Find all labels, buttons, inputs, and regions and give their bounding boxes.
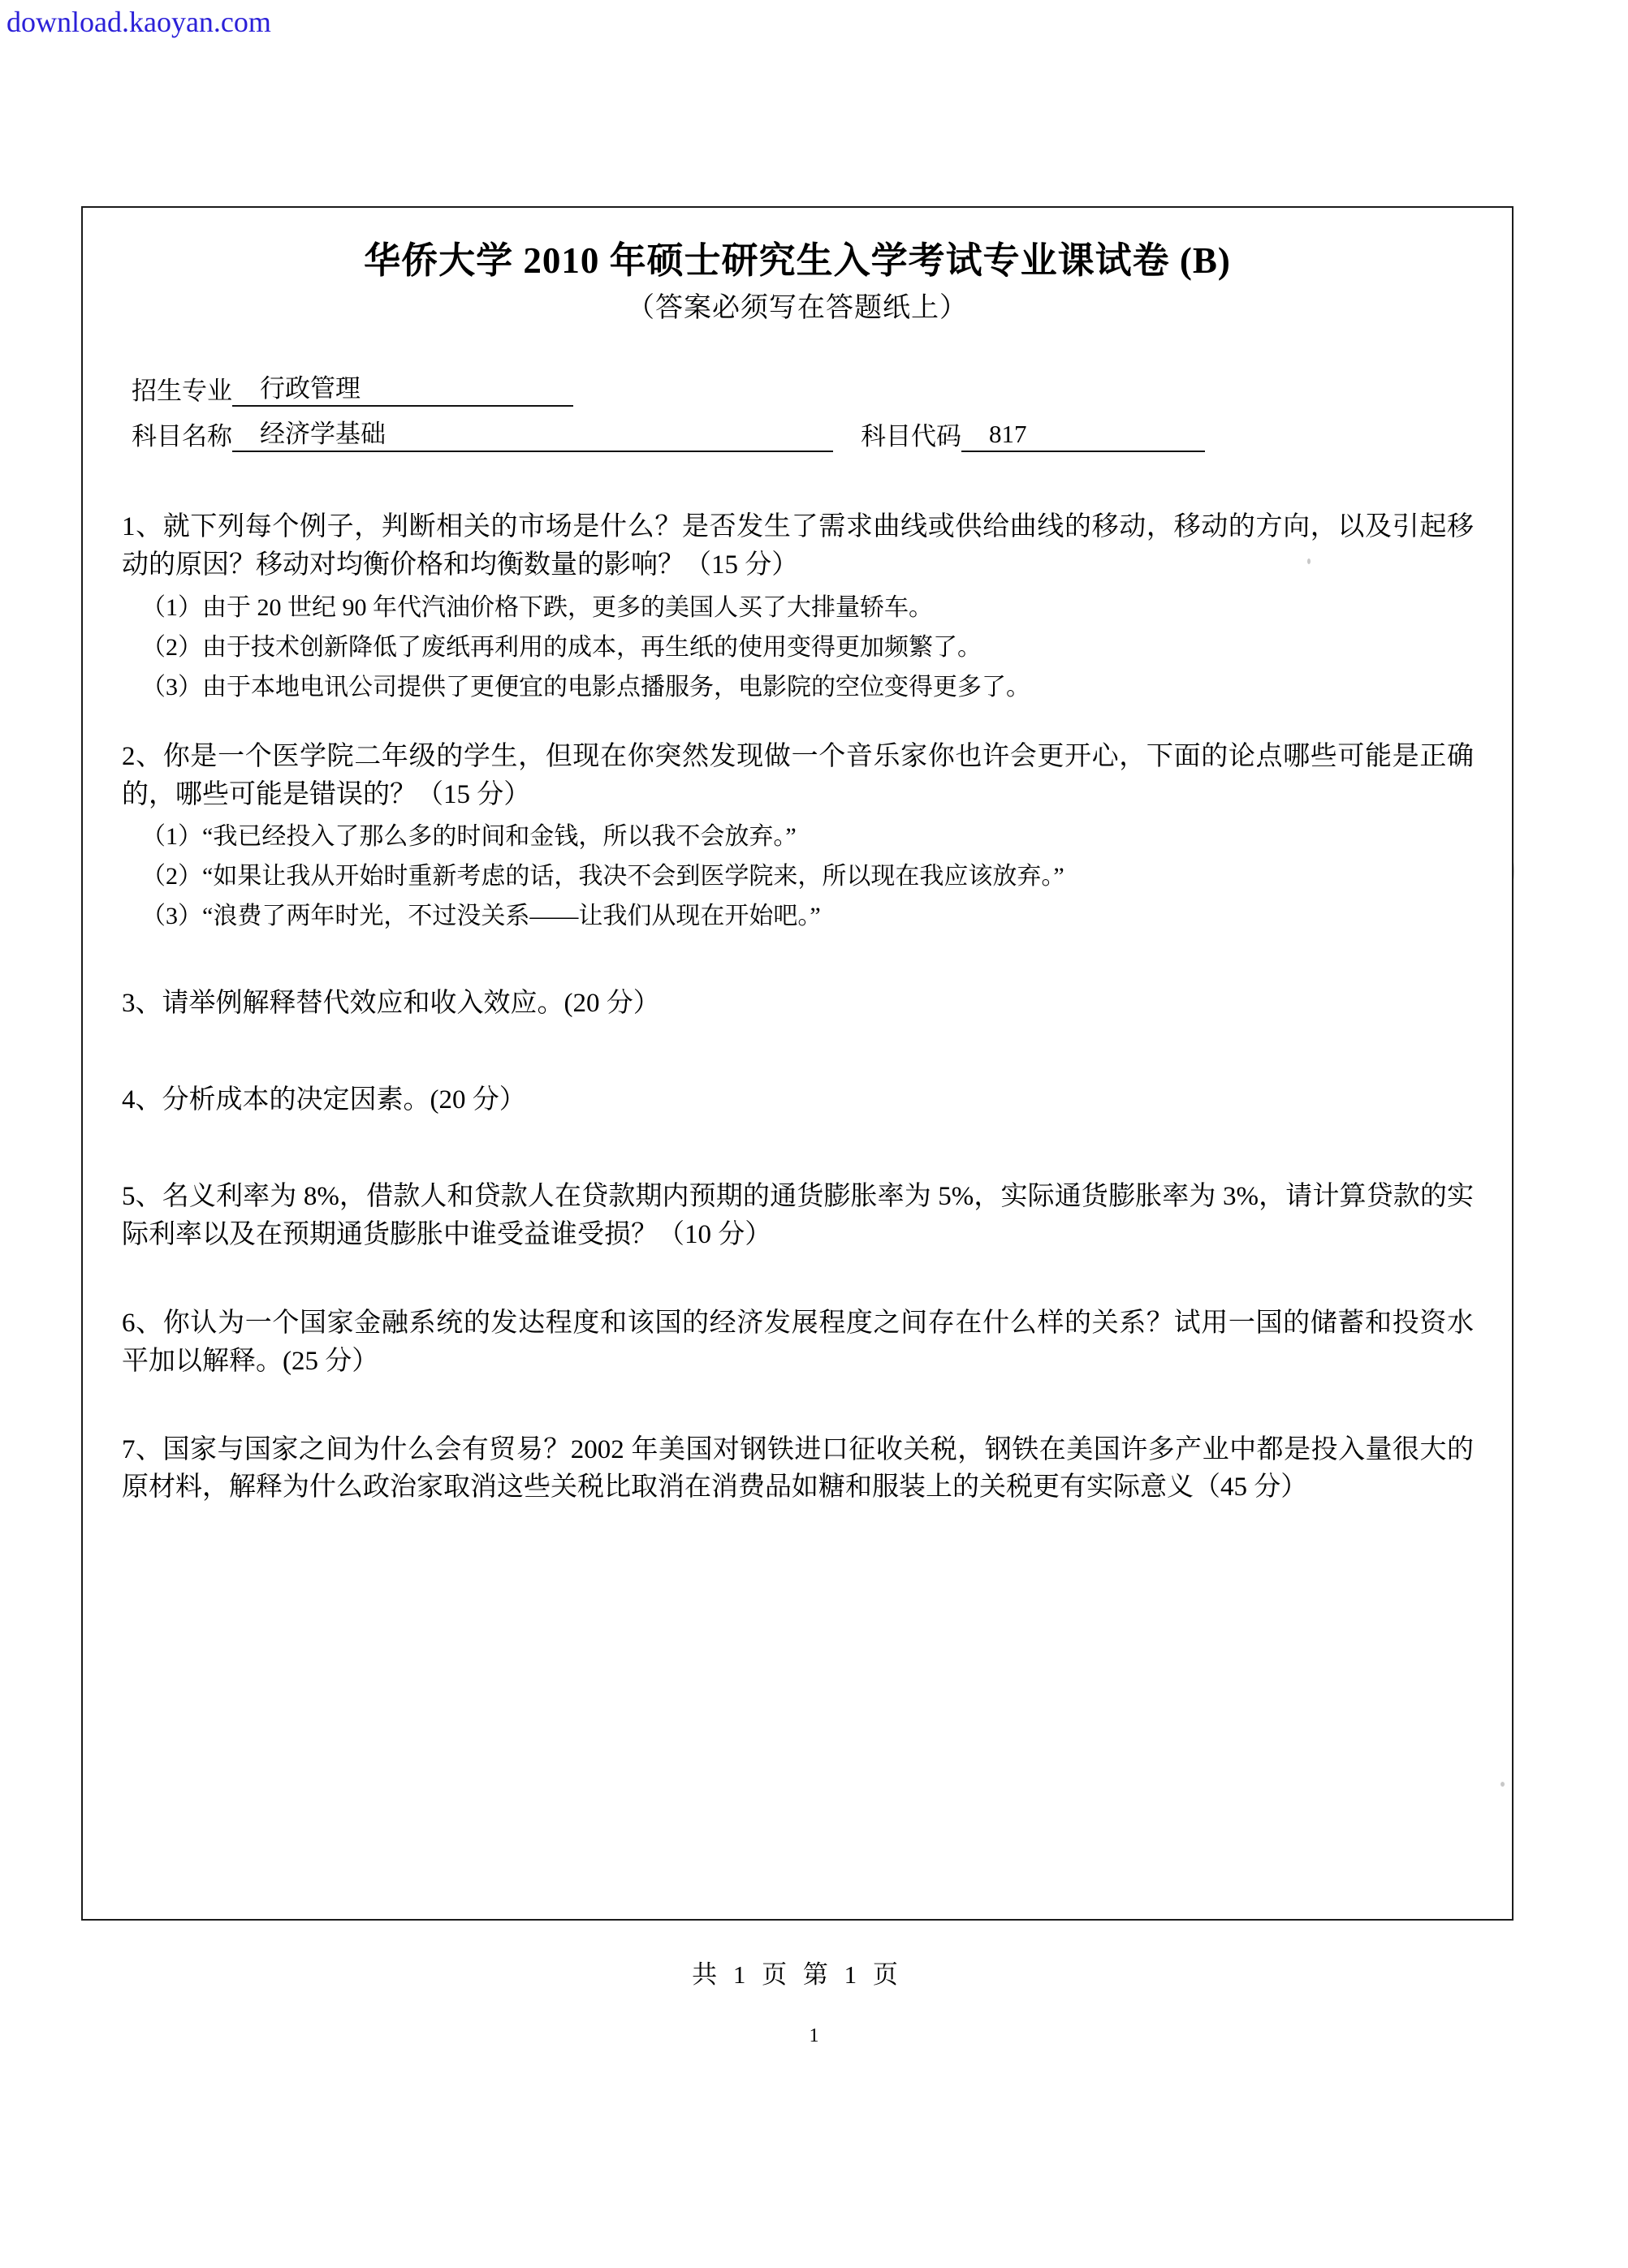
- question-list: [122, 508, 1474, 1539]
- form-row-major: [132, 370, 1471, 416]
- major-value-field[interactable]: 行政管理: [232, 371, 573, 407]
- question-item-4: [122, 1081, 1474, 1119]
- question-text: 3、请举例解释替代效应和收入效应。(20 分）: [122, 989, 660, 1019]
- question-subitems: [122, 589, 1474, 705]
- question-text: 1、就下列每个例子，判断相关的市场是什么？是否发生了需求曲线或供给曲线的移动，移动的方向，以及引起移动的原因？移动对均衡价格和均衡数量的影响？（15 分）: [122, 512, 1474, 580]
- question-subitem: （1）“我已经投入了那么多的时间和金钱，所以我不会放弃。”: [141, 823, 797, 851]
- question-item-2: [122, 738, 1474, 935]
- form-row-subject: [132, 416, 1471, 461]
- question-subitem: （3）“浪费了两年时光，不过没关系——让我们从现在开始吧。”: [141, 903, 821, 930]
- question-subitem: （3）由于本地电讯公司提供了更便宜的电影点播服务，电影院的空位变得更多了。: [141, 673, 1030, 701]
- major-label: 招生专业: [132, 377, 232, 405]
- question-item-5: [122, 1178, 1474, 1254]
- question-subitem: （2）由于技术创新降低了废纸再利用的成本，再生纸的使用变得更加频繁了。: [141, 633, 982, 661]
- subject-label: 科目名称: [132, 422, 232, 451]
- question-text: 7、国家与国家之间为什么会有贸易？2002 年美国对钢铁进口征收关税，钢铁在美国许多产业中都是投入量很大的原材料，解释为什么政治家取消这些关税比取消在消费品如糖和服装上的关税更有实际意义（45 分）: [122, 1434, 1474, 1503]
- question-item-6: [122, 1304, 1474, 1381]
- question-text: 5、名义利率为 8%，借款人和贷款人在贷款期内预期的通货膨胀率为 5%，实际通货膨胀率为 3%，请计算贷款的实际利率以及在预期通货膨胀中谁受益谁受损？（10 分）: [122, 1182, 1474, 1250]
- exam-page-frame: [81, 206, 1514, 1989]
- question-item-3: [122, 985, 1474, 1023]
- page-count-footer: 共 1 页 第 1 页: [692, 1960, 903, 1989]
- document-page-number: 1: [809, 2025, 819, 2046]
- site-watermark: download.kaoyan.com: [6, 6, 271, 38]
- exam-metadata-form: [132, 370, 1471, 461]
- question-item-7: [122, 1431, 1474, 1507]
- subject-value-field[interactable]: 经济学基础: [232, 416, 833, 452]
- question-subitems: [122, 818, 1474, 934]
- question-text: 2、你是一个医学院二年级的学生，但现在你突然发现做一个音乐家你也许会更开心，下面的论点哪些可能是正确的，哪些可能是错误的？（15 分）: [122, 741, 1474, 809]
- code-value-field[interactable]: 817: [961, 416, 1205, 452]
- question-item-1: [122, 508, 1474, 705]
- question-text: 4、分析成本的决定因素。(20 分）: [122, 1085, 526, 1115]
- question-text: 6、你认为一个国家金融系统的发达程度和该国的经济发展程度之间存在什么样的关系？试用一国的储蓄和投资水平加以解释。(25 分）: [122, 1308, 1474, 1376]
- page-subtitle: （答案必须写在答题纸上）: [627, 293, 968, 323]
- question-subitem: （2）“如果让我从开始时重新考虑的话，我决不会到医学院来，所以现在我应该放弃。”: [141, 863, 1064, 890]
- code-label: 科目代码: [861, 422, 961, 451]
- page-title: 华侨大学 2010 年硕士研究生入学考试专业课试卷 (B): [364, 240, 1231, 281]
- question-subitem: （1）由于 20 世纪 90 年代汽油价格下跌，更多的美国人买了大排量轿车。: [141, 593, 933, 621]
